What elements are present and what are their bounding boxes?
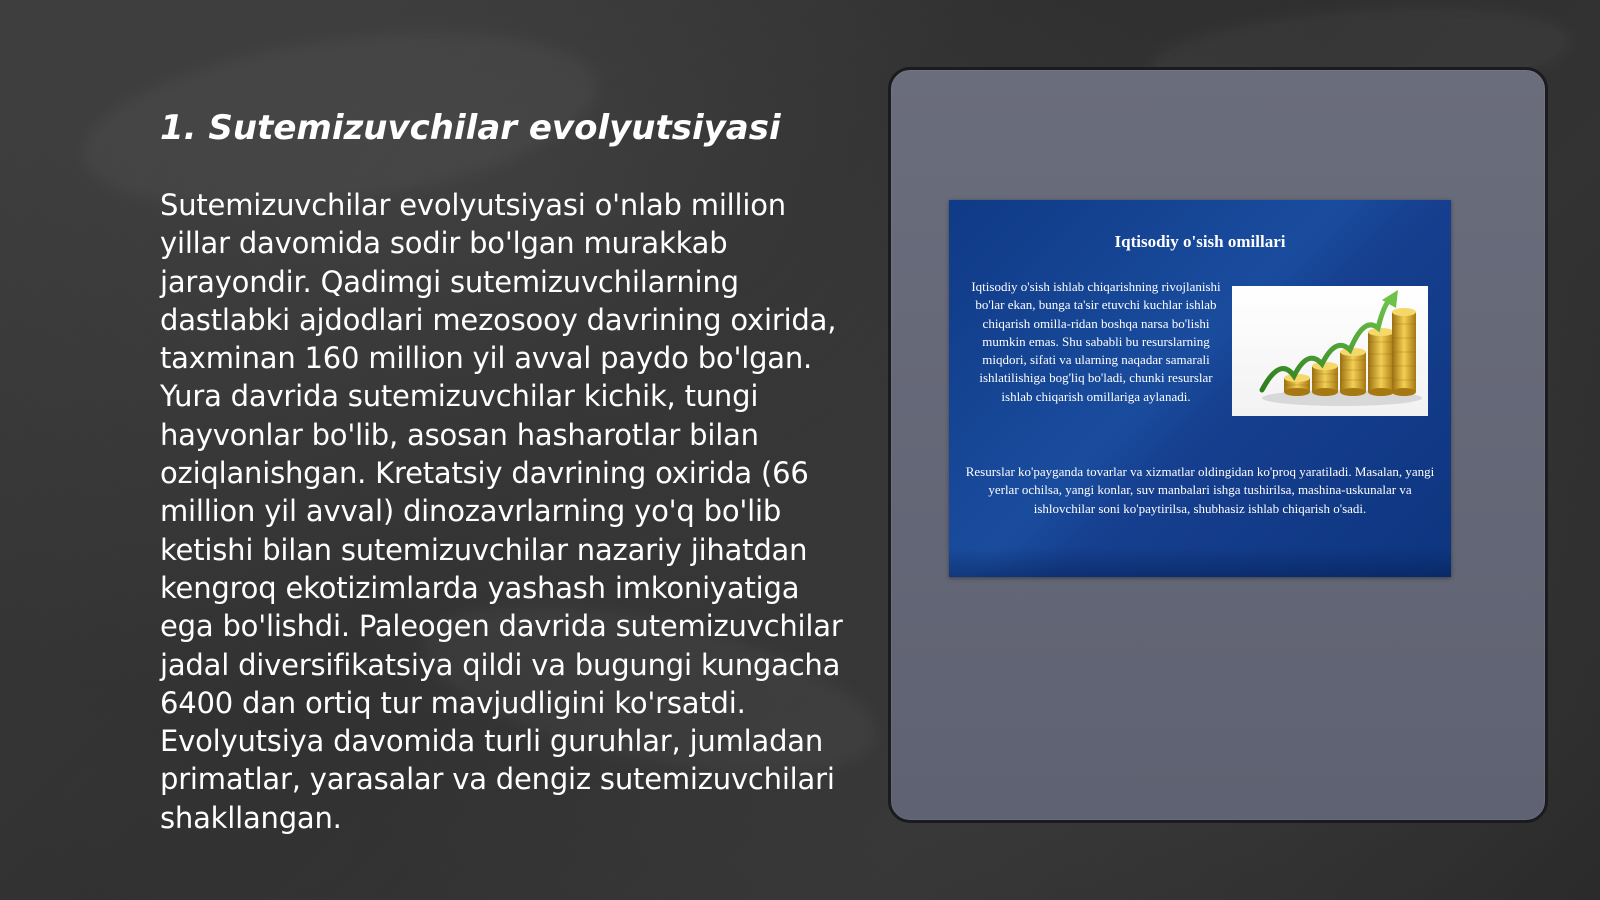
coin-stack-2 (1312, 362, 1338, 396)
coin-growth-illustration (1232, 286, 1428, 416)
slide-title: 1. Sutemizuvchilar evolyutsiyasi (160, 108, 781, 148)
coin-stack-4 (1368, 328, 1394, 396)
embedded-slide-paragraph-2: Resurslar ko'payganda tovarlar va xizmatlar oldingidan ko'proq yaratiladi. Masalan, yangi yerlar ochilsa, yangi konlar, suv manbalari ishga tushirilsa, mashina-uskunalar va ishlovchilar soni ko'paytirilsa, shubhasiz ishlab chiqarish o'sadi. (965, 464, 1435, 516)
embedded-slide-image (949, 200, 1451, 577)
embedded-slide-title: Iqtisodiy o'sish omillari (1114, 232, 1286, 251)
embedded-slide-paragraph-1: Iqtisodiy o'sish ishlab chiqarishning rivojlanishi bo'lar ekan, bunga ta'sir etuvchi kuchlar ishlab chiqarish omilla-ridan boshqa narsa bo'lishi mumkin emas. Shu sababli bu resurslarning miqdori, sifati va ularning naqadar samarali ishlatilishiga bog'liq bo'ladi, chunki resurslar ishlab chiqarish omillariga aylanadi. (971, 279, 1221, 404)
gold-coin-stacks-growth-arrow-icon (1232, 286, 1428, 416)
slide-body-text: Sutemizuvchilar evolyutsiyasi o'nlab million yillar davomida sodir bo'lgan murakkab jarayondir. Qadimgi sutemizuvchilarning dastlabki ajdodlari mezosooy davrining oxirida, taxminan 160 million yil avval paydo bo'lgan. Yura davrida sutemizuvchilar kichik, tungi hayvonlar bo'lib, asosan hasharotlar bilan oziqlanishgan. Kretatsiy davrining oxirida (66 million yil avval) dinozavrlarning yo'q bo'lib ketishi bilan sutemizuvchilar nazariy jihatdan kengroq ekotizimlarda yashash imkoniyatiga ega bo'lishdi. Paleogen davrida sutemizuvchilar jadal diversifikatsiya qildi va bugungi kungacha 6400 dan ortiq tur mavjudligini ko'rsatdi. Evolyutsiya davomida turli guruhlar, jumladan primatlar, yarasalar va dengiz sutemizuvchilari shakllangan. (160, 188, 843, 835)
embedded-slide-footer (949, 547, 1451, 577)
coin-stack-3 (1340, 348, 1366, 396)
